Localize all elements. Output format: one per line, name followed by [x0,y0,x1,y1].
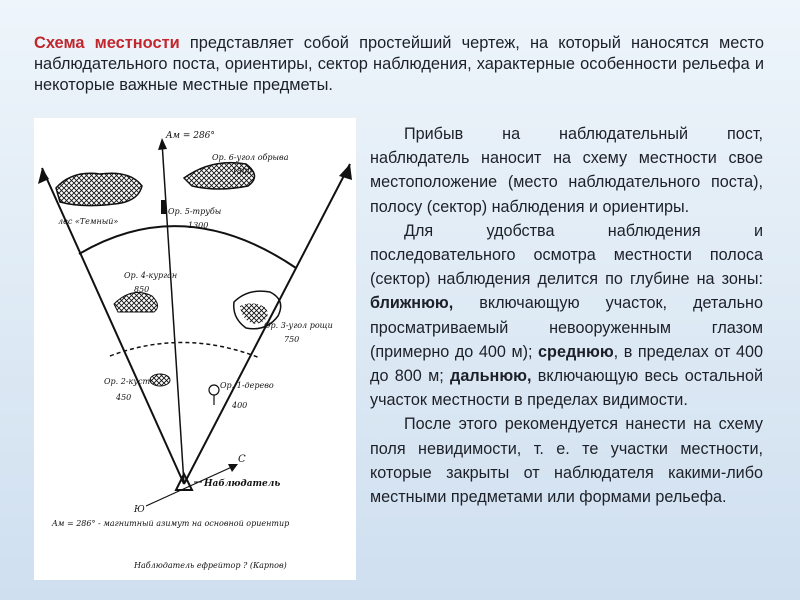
mound-symbol [114,292,158,312]
far-zone-term: дальнюю, [450,367,532,386]
forest-symbol [56,173,142,205]
azimuth-label: Aм = 286° [166,131,215,141]
terrain-scheme-diagram [34,118,356,580]
landmark-1-name: Ор. 1-дерево [220,381,274,390]
sector-left-line [42,168,184,484]
intro-term: Схема местности [34,34,180,52]
landmark-5-name: Ор. 5-трубы [168,207,222,216]
p2-start: Для удобства наблюдения и последовательного осмотра местности полоса (сектор) наблюдения делится по глубине на зоны: [370,221,763,289]
p2-mid1: включающую участок, детально просматриваемый невооруженным глазом (примерно до 400 м); [370,294,763,361]
sector-right-arrowhead [339,164,352,180]
bush-symbol [150,374,170,386]
landmark-6-distance: 1500 [232,167,253,176]
diagram-footnote: Aм = 286° - магнитный азимут на основной ориентир [52,519,290,528]
north-letter: С [238,454,246,465]
paragraph-3: После этого рекомендуется нанести на схему поля невидимости, т. е. те участки местности, которые закрыты от наблюдателя какими-либо местными предметами или формами рельефа. [370,415,763,507]
tree-symbol [209,385,219,395]
paragraph-2 [370,219,763,413]
body-text [370,122,763,509]
landmark-2-distance: 450 [116,393,132,402]
south-letter: Ю [134,505,145,515]
landmark-3-name: Ор. 3-угол рощи [264,321,333,330]
landmark-6-name: Ор. 6-угол обрыва [212,153,289,162]
paragraph-1: Прибыв на наблюдательный пост, наблюдатель наносит на схему местности свое местоположение (место наблюдательного поста), полосу (сектор) наблюдения и ориентиры. [370,125,763,216]
far-zone-arc [79,226,296,268]
middle-zone-arc [110,342,260,358]
azimuth-line [162,142,184,484]
landmark-forest-name: лес «Темный» [58,217,119,226]
observer-label: Наблюдатель [204,479,281,489]
landmark-5-distance: 1300 [188,221,209,230]
landmark-3-distance: 750 [284,335,300,344]
middle-zone-term: среднюю [538,342,614,361]
diagram-signature: Наблюдатель ефрейтор ? (Карпов) [134,561,287,570]
terrain-scheme-svg [34,118,356,580]
landmark-2-name: Ор. 2-куст [104,377,151,386]
landmark-4-distance: 850 [134,285,150,294]
p2-end: включающую весь остальной участок местности в пределах видимости. [370,367,763,410]
chimney-symbol [161,200,166,214]
intro-paragraph [34,33,764,96]
landmark-4-name: Ор. 4-курган [124,271,178,280]
landmark-1-distance: 400 [232,401,248,410]
p2-mid2: , в пределах от 400 до 800 м; [370,342,763,386]
intro-text: представляет собой простейший чертеж, на который наносятся место наблюдательного поста, ориентиры, сектор наблюдения, характерные особенности рельефа и некоторые важные местные предметы. [34,34,764,94]
near-zone-term: ближнюю, [370,294,454,313]
